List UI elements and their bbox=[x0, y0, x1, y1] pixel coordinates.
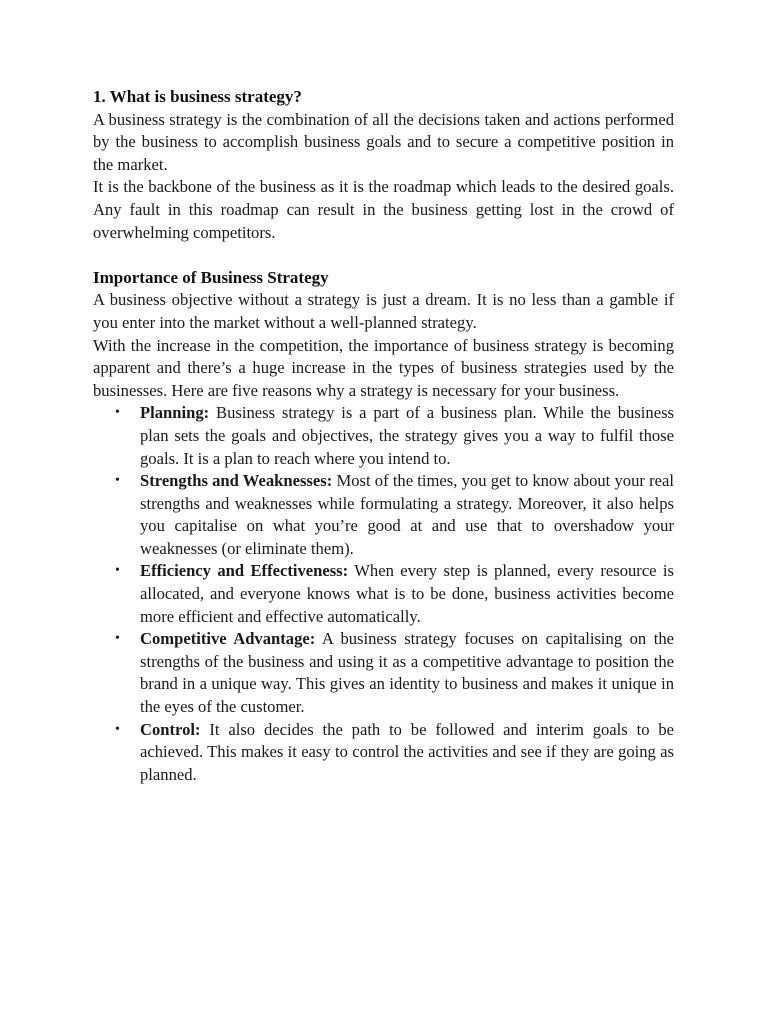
list-item-strengths-weaknesses bbox=[115, 470, 674, 560]
list-item-term: Efficiency and Effectiveness: bbox=[140, 561, 349, 581]
list-item-text: A business strategy focuses on capitalising on the strengths of the business and using it as a competitive advantage to position the brand in a unique way. This gives an identity to business and makes it unique in the eyes of the customer. bbox=[140, 629, 674, 717]
bullet-icon: • bbox=[115, 473, 120, 489]
bullet-icon: • bbox=[115, 631, 120, 647]
list-item-competitive-advantage bbox=[115, 628, 674, 718]
list-item-text: Most of the times, you get to know about your real strengths and weaknesses while formulating a strategy. Moreover, it also helps you capitalise on what you’re good at and use that to overshadow your weaknesses (or eliminate them). bbox=[140, 471, 674, 558]
reasons-list bbox=[93, 402, 674, 786]
list-item-term: Control: bbox=[140, 719, 201, 739]
bullet-icon: • bbox=[115, 721, 120, 737]
list-item-term: Planning: bbox=[140, 403, 210, 423]
list-item-text: When every step is planned, every resource is allocated, and everyone knows what is to be done, business activities become more efficient and effective automatically. bbox=[140, 561, 674, 626]
bullet-icon: • bbox=[115, 405, 120, 421]
paragraph-objective: A business objective without a strategy is just a dream. It is no less than a gamble if you enter into the market without a well-planned strategy. bbox=[93, 290, 674, 332]
paragraph-definition: A business strategy is the combination of all the decisions taken and actions performed by the business to accomplish business goals and to secure a competitive position in the market. bbox=[93, 109, 674, 174]
list-item-planning bbox=[115, 402, 674, 470]
list-item-term: Competitive Advantage: bbox=[140, 629, 316, 649]
list-item-efficiency bbox=[115, 560, 674, 628]
document-page bbox=[93, 86, 674, 786]
paragraph-backbone: It is the backbone of the business as it is the roadmap which leads to the desired goals. Any fault in this roadmap can result in the business getting lost in the crowd of overwhelming competitors. bbox=[93, 177, 674, 242]
section-heading-business-strategy: 1. What is business strategy? bbox=[93, 87, 302, 106]
bullet-icon: • bbox=[115, 563, 120, 579]
list-item-text: Business strategy is a part of a business plan. While the business plan sets the goals and objectives, the strategy gives you a way to fulfil those goals. It is a plan to reach where you intend to. bbox=[140, 403, 674, 468]
list-item-control bbox=[115, 719, 674, 787]
section-heading-importance: Importance of Business Strategy bbox=[93, 267, 329, 287]
list-item-text: It also decides the path to be followed and interim goals to be achieved. This makes it easy to control the activities and see if they are going as planned. bbox=[140, 719, 674, 784]
list-item-term: Strengths and Weaknesses: bbox=[140, 471, 333, 491]
paragraph-competition: With the increase in the competition, the importance of business strategy is becoming apparent and there’s a huge increase in the types of business strategies used by the businesses. Here are five reasons why a strategy is necessary for your business. bbox=[93, 335, 674, 400]
